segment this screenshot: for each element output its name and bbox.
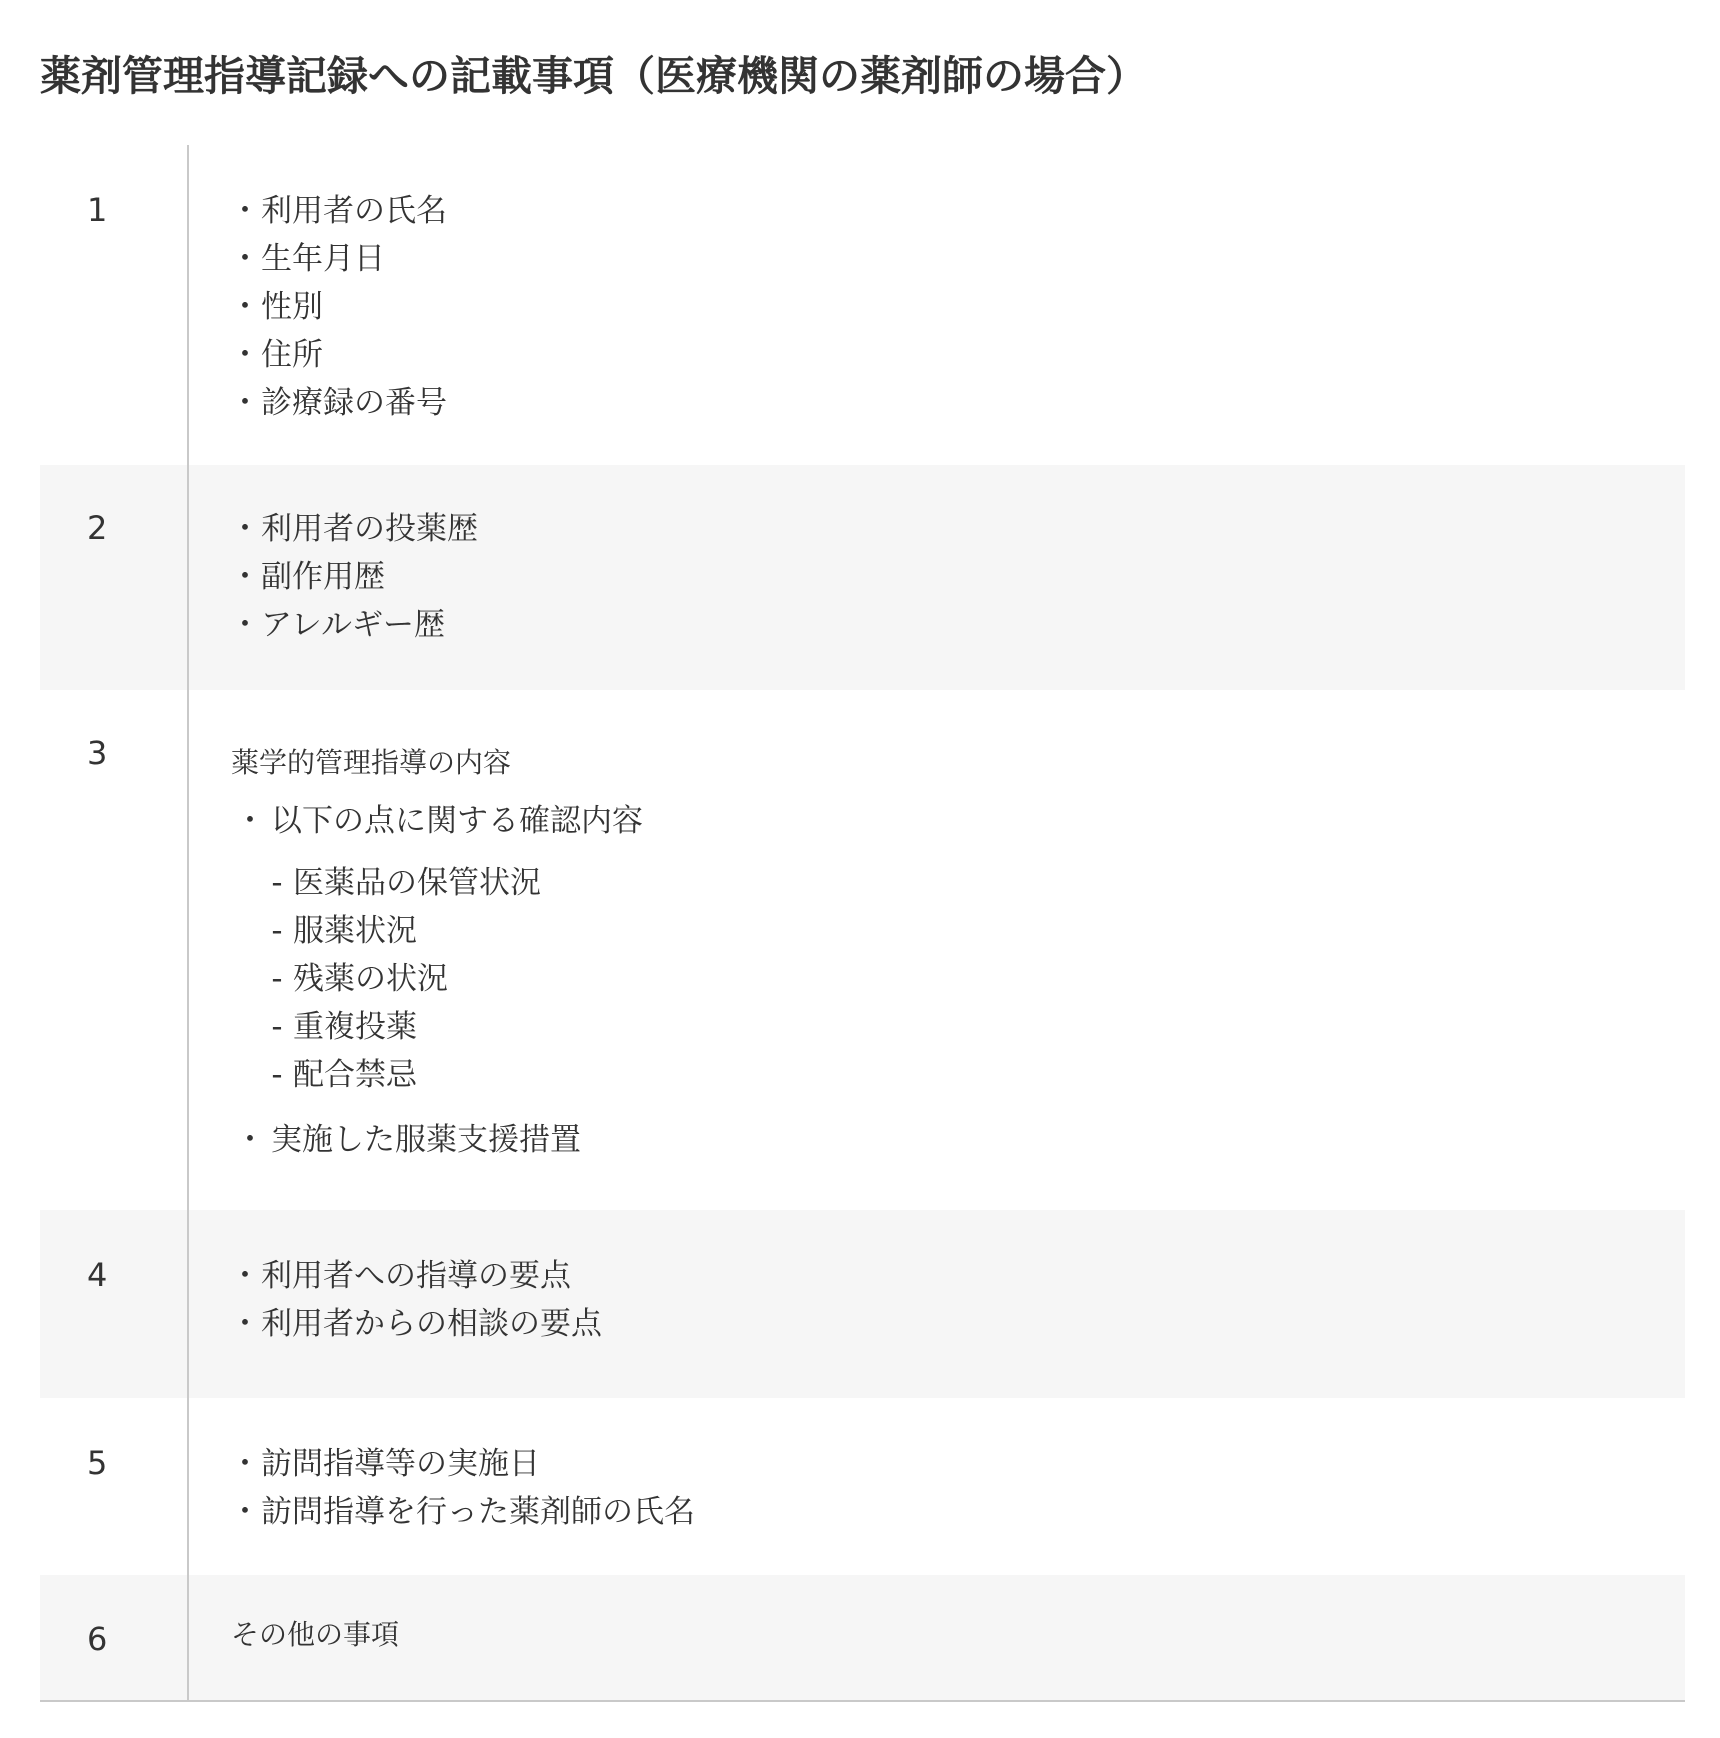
item-text: 利用者の氏名: [261, 193, 447, 229]
row-text: その他の事項: [231, 1618, 400, 1651]
bullet-mark: ・: [229, 337, 261, 373]
row-content-cell: [189, 690, 1685, 1210]
item-text: 医薬品の保管状況: [293, 865, 541, 901]
item-text: 性別: [261, 289, 323, 325]
item-text: 副作用歴: [261, 559, 385, 595]
dash-mark: -: [271, 913, 283, 949]
list-item: [229, 1300, 602, 1348]
bullet-mark: ・: [229, 1258, 261, 1294]
item-text: 生年月日: [261, 241, 385, 277]
sub-list-item: [261, 1003, 541, 1051]
item-text: 利用者からの相談の要点: [261, 1306, 602, 1342]
sub-list-item: [261, 907, 541, 955]
row-number-cell: [40, 145, 189, 465]
section-heading: 薬学的管理指導の内容: [231, 746, 512, 779]
list-item: [229, 1116, 581, 1164]
sub-list-item: [261, 859, 541, 907]
sub-list-item: [261, 955, 541, 1003]
row-content-cell: [189, 465, 1685, 690]
record-items-table: [40, 145, 1685, 1702]
row-content-cell: [189, 1575, 1685, 1702]
item-text: 診療録の番号: [261, 385, 447, 421]
row-number: 5: [87, 1444, 108, 1482]
dash-mark: -: [271, 865, 283, 901]
item-text: 服薬状況: [293, 913, 417, 949]
item-text: 住所: [261, 337, 323, 373]
item-text: 重複投薬: [293, 1009, 417, 1045]
item-text: 実施した服薬支援措置: [271, 1122, 581, 1158]
sub-item-list: [261, 859, 541, 1099]
list-item: [229, 331, 447, 379]
table-row: [40, 1398, 1685, 1575]
bullet-mark: ・: [229, 1494, 261, 1530]
table-row: [40, 1210, 1685, 1398]
item-text: 残薬の状況: [293, 961, 448, 997]
list-item: [229, 553, 478, 601]
list-item: [229, 797, 643, 845]
row-number: 2: [87, 509, 108, 547]
row-content-cell: [189, 145, 1685, 465]
row-number-cell: [40, 465, 189, 690]
row-number-cell: [40, 690, 189, 1210]
row-number: 6: [87, 1620, 108, 1658]
row-number-cell: [40, 1398, 189, 1575]
item-text: 訪問指導等の実施日: [261, 1446, 540, 1482]
bullet-mark: ・: [229, 241, 261, 277]
bullet-mark: ・: [229, 1446, 261, 1482]
list-item: [229, 1252, 602, 1300]
list-item: [229, 379, 447, 427]
bullet-mark: ・: [229, 1306, 261, 1342]
list-item: [229, 1440, 695, 1488]
item-text: 訪問指導を行った薬剤師の氏名: [261, 1494, 695, 1530]
item-text: 利用者への指導の要点: [261, 1258, 571, 1294]
item-text: 利用者の投薬歴: [261, 511, 478, 547]
table-row: [40, 145, 1685, 465]
bullet-mark: ・: [229, 289, 261, 325]
item-list: [229, 1252, 602, 1348]
row-number: 3: [87, 734, 108, 772]
table-row: [40, 1575, 1685, 1702]
row-number: 1: [87, 191, 108, 229]
dash-mark: -: [271, 1057, 283, 1093]
item-list: [229, 505, 478, 649]
bullet-mark: ・: [229, 385, 261, 421]
row-number-cell: [40, 1575, 189, 1702]
bullet-mark: ・: [229, 193, 261, 229]
row-content-cell: [189, 1210, 1685, 1398]
sub-list-item: [261, 1051, 541, 1099]
list-item: [229, 283, 447, 331]
table-row: [40, 690, 1685, 1210]
list-item: [229, 505, 478, 553]
list-item: [229, 601, 478, 649]
row-number-cell: [40, 1210, 189, 1398]
item-text: アレルギー歴: [261, 607, 445, 643]
list-item: [229, 187, 447, 235]
table-bottom-rule: [40, 1700, 1685, 1702]
page-title: 薬剤管理指導記録への記載事項（医療機関の薬剤師の場合）: [40, 52, 1147, 100]
item-text: 配合禁忌: [293, 1057, 417, 1093]
item-text: 以下の点に関する確認内容: [271, 803, 643, 839]
dash-mark: -: [271, 961, 283, 997]
bullet-mark: ・: [229, 559, 261, 595]
list-item: [229, 235, 447, 283]
item-list: [229, 1440, 695, 1536]
item-list: [229, 187, 447, 427]
list-item: [229, 1488, 695, 1536]
dash-mark: -: [271, 1009, 283, 1045]
bullet-mark: ・: [229, 607, 261, 643]
row-number: 4: [87, 1256, 108, 1294]
table-row: [40, 465, 1685, 690]
bullet-mark: ・: [234, 1122, 266, 1158]
bullet-mark: ・: [234, 803, 266, 839]
bullet-mark: ・: [229, 511, 261, 547]
row-content-cell: [189, 1398, 1685, 1575]
